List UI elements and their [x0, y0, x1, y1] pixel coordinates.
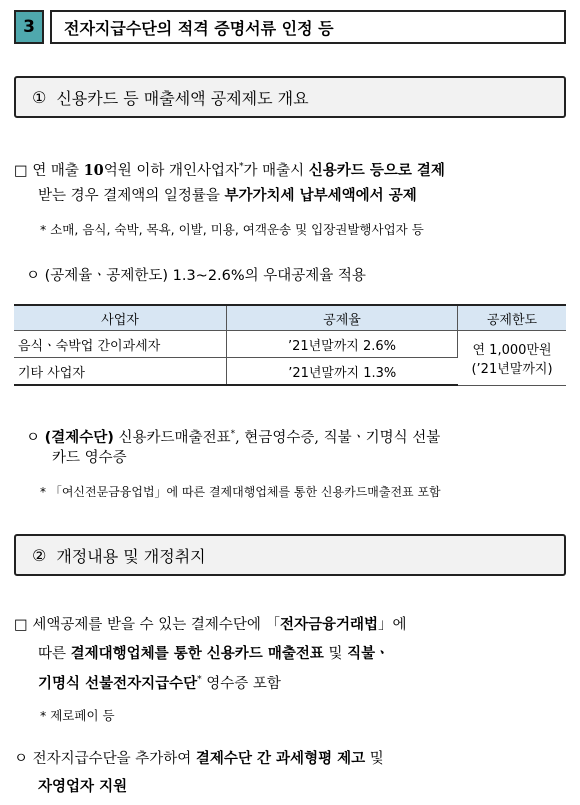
limit-line1: 연 1,000만원 [472, 342, 552, 358]
table-header-cell: 공제한도 [458, 305, 567, 331]
table-header-cell: 공제율 [227, 305, 458, 331]
text: 」에 [378, 617, 407, 633]
footnote-star: * [230, 429, 236, 439]
circle-bullet-icon: ㅇ [26, 429, 41, 446]
table-header-row [14, 305, 566, 331]
text: (결제수단) [44, 429, 114, 446]
s2-note: * 제로페이 등 [40, 708, 115, 723]
s2-bullet2-line1 [14, 748, 384, 770]
table-cell: 기타 사업자 [14, 358, 227, 386]
table-header-cell: 사업자 [14, 305, 227, 331]
subsection-2-number: ② [32, 545, 47, 565]
text: 의 우대공제율 적용 [244, 268, 366, 284]
text: 전자금융거래법 [279, 617, 379, 633]
subsection-1-title: 신용카드 등 매출세액 공제제도 개요 [56, 88, 309, 108]
subsection-2-title-box [14, 534, 566, 576]
table-cell: ’21년말까지 1.3% [227, 358, 458, 386]
text: 결제수단 간 과세형평 제고 [195, 751, 366, 767]
table-cell-limit [458, 331, 567, 386]
text: 받는 경우 결제액의 일정률을 [38, 188, 225, 204]
section-number-badge: 3 [14, 10, 44, 44]
text: 세액공제를 받을 수 있는 결제수단에 「 [32, 617, 280, 633]
s1-bullet1-line2 [38, 185, 417, 207]
text: 신용카드매출전표 [113, 429, 231, 446]
text: 신용카드 등으로 결제 [308, 162, 445, 179]
text: 따른 [38, 646, 71, 662]
table-row [14, 331, 566, 358]
subsection-1-number: ① [32, 87, 47, 107]
footnote-star: * [239, 162, 244, 172]
text: (공제율ㆍ공제한도) 1.3~2.6% [44, 268, 245, 284]
circle-bullet-icon: ㅇ [14, 751, 29, 767]
s1-bullet3-line2: 카드 영수증 [52, 450, 127, 466]
text: 가 매출시 [243, 162, 309, 179]
s1-note1: * 소매, 음식, 숙박, 목욕, 이발, 미용, 여객운송 및 입장권발행사업자 등 [40, 222, 424, 237]
text: 부가가치세 납부세액에서 공제 [224, 188, 417, 204]
table-cell: 음식ㆍ숙박업 간이과세자 [14, 331, 227, 358]
square-bullet-icon: □ [14, 162, 28, 179]
section-title: 전자지급수단의 적격 증명서류 인정 등 [50, 10, 566, 44]
text: , 현금영수증, 직불ㆍ기명식 선불 [235, 429, 441, 446]
deduction-table [14, 304, 566, 386]
s1-bullet1-line1 [14, 156, 445, 182]
subsection-1-title-box [14, 76, 566, 118]
text: 연 매출 [32, 162, 84, 179]
s1-bullet2 [26, 265, 366, 287]
circle-bullet-icon: ㅇ [26, 268, 41, 284]
s2-bullet2-line2: 자영업자 지원 [38, 779, 128, 795]
text: 결제대행업체를 통한 신용카드 매출전표 [70, 646, 324, 662]
limit-line2: (’21년말까지) [471, 361, 553, 377]
text: 및 [365, 751, 384, 767]
s1-note2: * 「여신전문금융업법」에 따른 결제대행업체를 통한 신용카드매출전표 포함 [40, 485, 441, 499]
s1-bullet3-line1 [26, 423, 440, 449]
text: 전자지급수단을 추가하여 [32, 751, 196, 767]
s2-bullet1-line3 [38, 669, 281, 695]
s2-bullet1-line1 [14, 614, 407, 636]
text: 기명식 선불전자지급수단 [38, 675, 198, 692]
text: 10 [83, 161, 104, 179]
s2-bullet1-line2 [38, 643, 389, 665]
footnote-star: * [197, 675, 202, 685]
square-bullet-icon: □ [14, 617, 28, 633]
text: 억원 이하 개인사업자 [103, 162, 240, 179]
text: 직불ㆍ [347, 646, 390, 662]
text: 및 [323, 646, 348, 662]
subsection-2-title: 개정내용 및 개정취지 [56, 546, 206, 566]
table-cell: ’21년말까지 2.6% [227, 331, 458, 358]
text: 영수증 포함 [201, 675, 281, 692]
